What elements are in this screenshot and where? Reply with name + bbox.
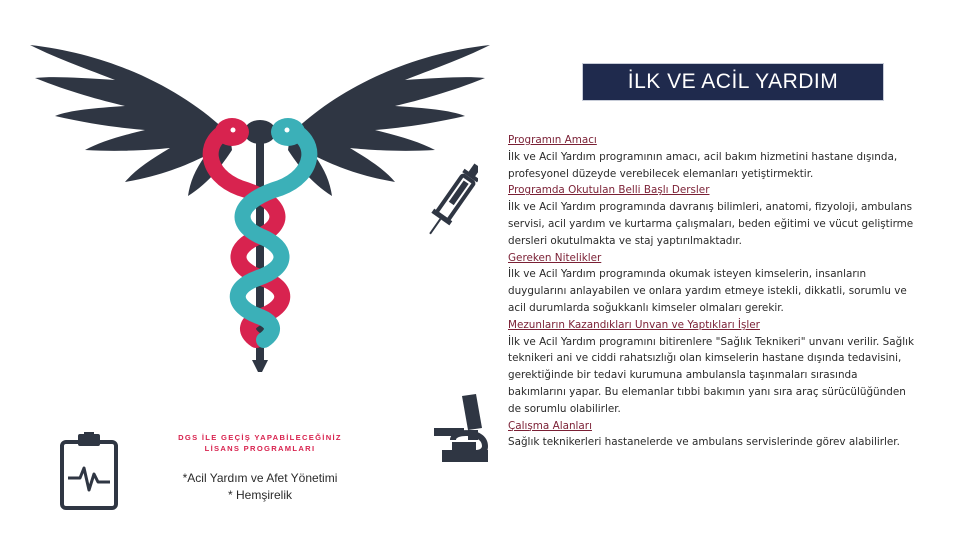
clipboard-heartbeat-icon [58, 432, 120, 512]
page-title: İLK VE ACİL YARDIM [582, 63, 884, 101]
section-heading: Programın Amacı [508, 134, 597, 146]
section-body: İlk ve Acil Yardım programını bitirenlere "Sağlık Teknikeri" unvanı verilir. Sağlık teknikeri ani ve ciddi rahatsızlığı olan kimselerin hastane dışında tedavisini, gerektiğinde bir tedavi kurumuna ambulansla taşınmaları sırasında bakımlarını yapar. Bu elemanlar tıbbi bakımın yanı sıra araç sürücülüğünden de sorumlu olabilirler. [508, 335, 914, 415]
section-body: İlk ve Acil Yardım programında okumak isteyen kimselerin, insanların duygularını anlayabilen ve onlara yardım etmeye istekli, dikkatli, sorumlu ve acil durumlarda soğukkanlı kimseler olmaları gerekir. [508, 268, 907, 314]
program-list [160, 470, 360, 504]
section-heading: Gereken Nitelikler [508, 251, 602, 264]
dgs-heading-line2: LİSANS PROGRAMLARI [204, 444, 316, 453]
microscope-icon [432, 390, 492, 465]
program-description [508, 132, 916, 451]
section-body: İlk ve Acil Yardım programının amacı, acil bakım hizmetini hastane dışında, profesyonel düzeyde verebilecek elemanları yetiştirmektir. [508, 150, 898, 180]
section-heading: Çalışma Alanları [508, 419, 592, 432]
section-body: Sağlık teknikerleri hastanelerde ve ambulans servislerinde görev alabilirler. [508, 436, 900, 449]
section-heading: Mezunların Kazandıkları Unvan ve Yaptıkları İşler [508, 318, 760, 331]
program-item: * Hemşirelik [227, 488, 292, 502]
section-body: İlk ve Acil Yardım programında davranış bilimleri, anatomi, fizyoloji, ambulans servisi, acil yardım ve kurtarma çalışmaları, beden eğitimi ve vücut geliştirme dersleri okutulmakta ve staj yaptırılmaktadır. [508, 201, 914, 247]
program-item: *Acil Yardım ve Afet Yönetimi [182, 471, 338, 485]
syringe-icon [428, 158, 478, 244]
dgs-heading [166, 432, 354, 454]
section-heading: Programda Okutulan Belli Başlı Dersler [508, 184, 710, 197]
dgs-heading-line1: DGS İLE GEÇİŞ YAPABİLECEĞİNİZ [178, 433, 342, 442]
